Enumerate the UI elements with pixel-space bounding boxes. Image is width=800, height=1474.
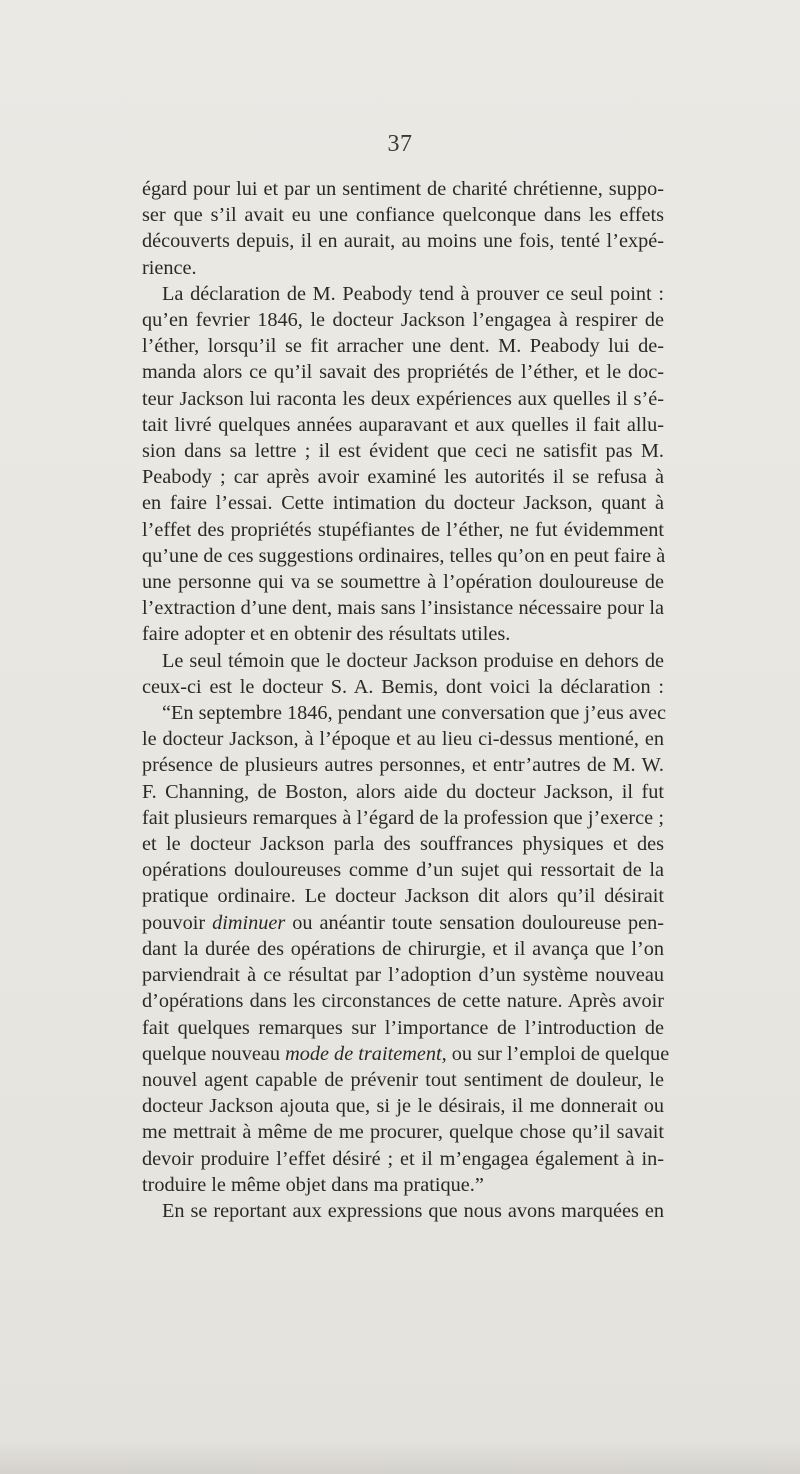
text-line: troduire le même objet dans ma pratique.” <box>142 1173 484 1196</box>
text-line: me mettrait à même de me procurer, quelque chose qu’il savait <box>142 1121 664 1144</box>
text-line <box>142 910 664 936</box>
text-line: une personne qui va se soumettre à l’opération douloureuse de <box>142 571 664 594</box>
text-line: rience. <box>142 256 197 279</box>
page-bottom-shadow <box>0 1440 800 1474</box>
text-line: docteur Jackson ajouta que, si je le désirais, il me donnerait ou <box>142 1095 664 1118</box>
italic-word: diminuer <box>212 911 286 934</box>
text-line: faire adopter et en obtenir des résultats utiles. <box>142 623 511 646</box>
text-line: découverts depuis, il en aurait, au moins une fois, tenté l’expé- <box>142 230 664 253</box>
text-line: sion dans sa lettre ; il est évident que ceci ne satisfit pas M. <box>142 440 664 463</box>
text-line: La déclaration de M. Peabody tend à prouver ce seul point : <box>162 282 664 305</box>
text-line: l’effet des propriétés stupéfiantes de l’éther, ne fut évidemment <box>142 518 664 541</box>
page-number: 37 <box>387 131 413 157</box>
text-line: le docteur Jackson, à l’époque et au lieu ci-dessus mentioné, en <box>142 728 664 751</box>
text-line: tait livré quelques années auparavant et aux quelles il fait allu- <box>142 413 664 436</box>
text-fragment: ou anéantir toute sensation douloureuse pen- <box>285 911 664 934</box>
text-fragment: quelque nouveau <box>142 1042 286 1065</box>
text-fragment: ou sur l’emploi de quelque <box>446 1042 670 1065</box>
text-line: opérations douloureuses comme d’un sujet qui ressortait de la <box>142 859 664 882</box>
body-text <box>142 176 670 1224</box>
text-line: pratique ordinaire. Le docteur Jackson dit alors qu’il désirait <box>142 885 664 908</box>
text-line: et le docteur Jackson parla des souffrances physiques et des <box>142 833 664 856</box>
text-line: teur Jackson lui raconta les deux expériences aux quelles il s’é- <box>142 387 664 410</box>
text-line: en faire l’essai. Cette intimation du docteur Jackson, quant à <box>142 492 664 515</box>
text-line: Peabody ; car après avoir examiné les autorités il se refusa à <box>142 466 664 489</box>
text-line: ceux-ci est le docteur S. A. Bemis, dont voici la déclaration : <box>142 675 664 698</box>
italic-phrase: mode de traitement, <box>285 1042 447 1065</box>
text-line: nouvel agent capable de prévenir tout sentiment de douleur, le <box>142 1068 664 1091</box>
text-line: F. Channing, de Boston, alors aide du docteur Jackson, il fut <box>142 780 664 803</box>
text-line: ser que s’il avait eu une confiance quelconque dans les effets <box>142 204 664 227</box>
text-fragment: pouvoir <box>142 911 213 934</box>
text-line: fait quelques remarques sur l’importance de l’introduction de <box>142 1016 664 1039</box>
text-line: l’extraction d’une dent, mais sans l’insistance nécessaire pour la <box>142 597 664 620</box>
text-line <box>142 1041 670 1067</box>
text-line: dant la durée des opérations de chirurgie, et il avança que l’on <box>142 937 664 960</box>
text-line: qu’en fevrier 1846, le docteur Jackson l’engagea à respirer de <box>142 309 664 332</box>
text-line: En se reportant aux expressions que nous avons marquées en <box>162 1199 664 1222</box>
text-line: fait plusieurs remarques à l’égard de la profession que j’exerce ; <box>142 806 664 829</box>
text-line: d’opérations dans les circonstances de cette nature. Après avoir <box>142 990 664 1013</box>
text-line: devoir produire l’effet désiré ; et il m’engagea également à in- <box>142 1147 664 1170</box>
text-line: Le seul témoin que le docteur Jackson produise en dehors de <box>162 649 664 672</box>
text-line: présence de plusieurs autres personnes, et entr’autres de M. W. <box>142 754 664 777</box>
text-line: “En septembre 1846, pendant une conversation que j’eus avec <box>162 702 667 725</box>
text-line: égard pour lui et par un sentiment de charité chrétienne, suppo- <box>142 178 664 200</box>
text-line: qu’une de ces suggestions ordinaires, telles qu’on en peut faire à <box>142 544 666 567</box>
text-line: parviendrait à ce résultat par l’adoption d’un système nouveau <box>142 964 664 987</box>
text-line: manda alors ce qu’il savait des propriétés de l’éther, et le doc- <box>142 361 664 384</box>
text-line: l’éther, lorsqu’il se fit arracher une dent. M. Peabody lui de- <box>142 335 664 358</box>
